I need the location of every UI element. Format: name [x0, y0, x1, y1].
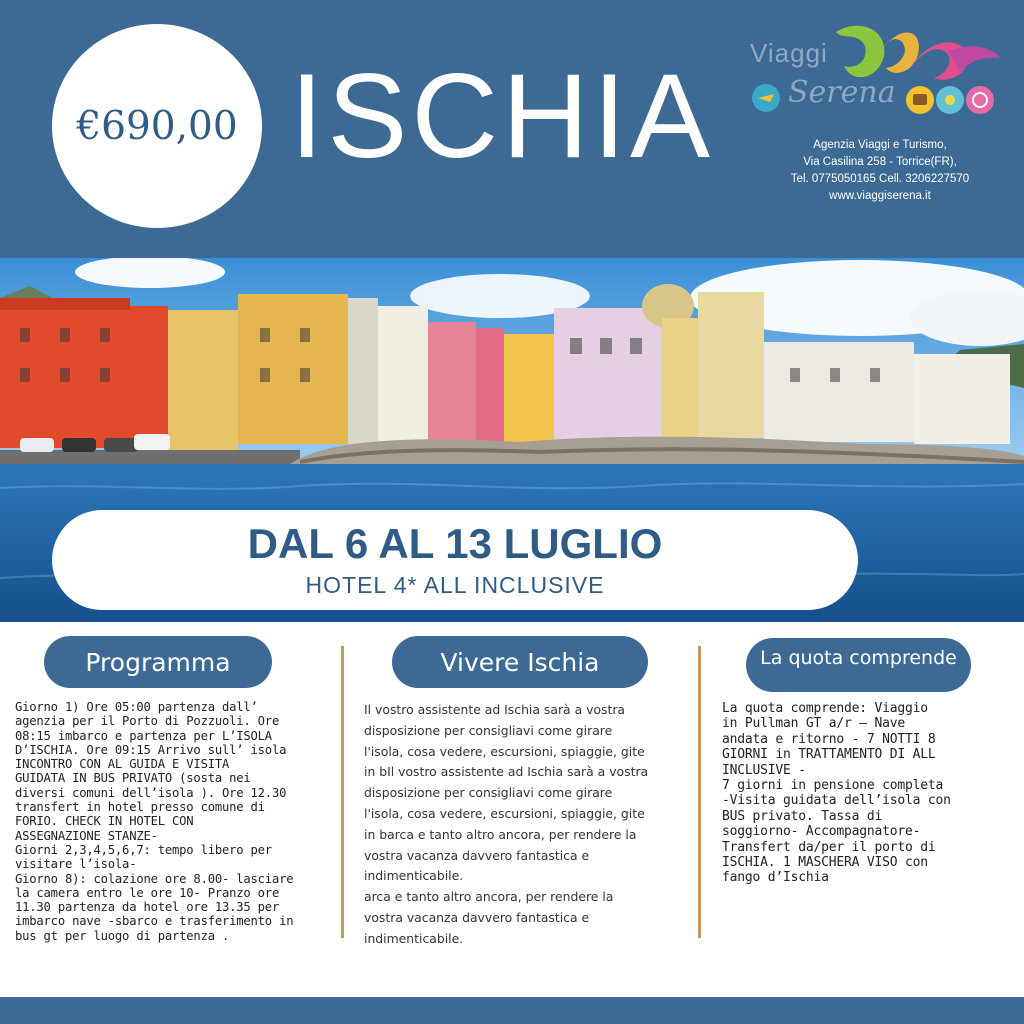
price-badge [52, 24, 262, 228]
svg-text:Serena: Serena [788, 75, 896, 110]
destination-title: ISCHIA [290, 49, 715, 183]
dates-banner [52, 510, 858, 610]
vivere-ischia-heading [392, 636, 648, 688]
price-text: €690,00 [76, 103, 238, 149]
column-divider [341, 646, 344, 938]
agency-logo [748, 22, 1008, 132]
quota-comprende-text: La quota comprende: Viaggio in Pullman GT a/r – Nave andata e ritorno - 7 NOTTI 8 GIORNI in TRATTAMENTO DI ALL INCLUSIVE - 7 giorni in pensione completa -Visita guidata dell’isola con BUS privato. Tassa di soggiorno- Accompagnatore- Transfert da/per il porto di ISCHIA. 1 MASCHERA VISO con fango d’Ischia [722, 701, 951, 886]
svg-text:Viaggi: Viaggi [750, 38, 828, 68]
header-band [0, 0, 1024, 258]
agency-phone: Tel. 0775050165 Cell. 3206227570 [790, 173, 970, 185]
agency-info [770, 137, 990, 205]
programma-heading-label: Programma [85, 647, 231, 677]
agency-line: Agenzia Viaggi e Turismo, [813, 139, 947, 151]
vivere-ischia-text: Il vostro assistente ad Ischia sarà a vostra disposizione per consigliavi come girare l'isola, cosa vedere, escursioni, spiaggie, gite in bIl vostro assistente ad Ischia sarà a vostra disposizione per consigliavi come girare l'isola, cosa vedere, escursioni, spiaggie, gite in barca e tanto altro ancora, per rendere la vostra vacanza davvero fantastica e indimenticabile. arca e tanto altro ancora, per rendere la vostra vacanza davvero fantastica e indimenticabile. [364, 702, 649, 946]
footer-band [0, 997, 1024, 1024]
column-divider [698, 646, 701, 938]
quota-comprende-heading-label: La quota comprende [760, 647, 957, 669]
vivere-ischia-heading-label: Vivere Ischia [440, 647, 600, 677]
agency-address: Via Casilina 258 - Torrice(FR), [803, 156, 957, 168]
agency-website[interactable]: www.viaggiserena.it [829, 190, 931, 202]
programma-text: Giorno 1) Ore 05:00 partenza dall’ agenzia per il Porto di Pozzuoli. Ore 08:15 imbarco e partenza per L’ISOLA D’ISCHIA. Ore 09:15 Arrivo sull’ isola INCONTRO CON AL GUIDA E VISITA GUIDATA IN BUS PRIVATO (sosta nei diversi comuni dell’isola ). Ore 12.30 transfert in hotel presso comune di FORIO. CHECK IN HOTEL CON ASSEGNAZIONE STANZE- Giorni 2,3,4,5,6,7: tempo libero per visitare l’isola- Giorno 8): colazione ore 8.00- lasciare la camera entro le ore 10- Pranzo ore 11.30 partenza da hotel ore 13.35 per imbarco nave -sbarco e trasferimento in bus gt per luogo di partenza . [15, 700, 294, 943]
quota-comprende-heading [746, 638, 971, 692]
travel-dates: DAL 6 AL 13 LUGLIO [247, 520, 663, 567]
hotel-info: HOTEL 4* ALL INCLUSIVE [305, 572, 605, 598]
programma-heading [44, 636, 272, 688]
